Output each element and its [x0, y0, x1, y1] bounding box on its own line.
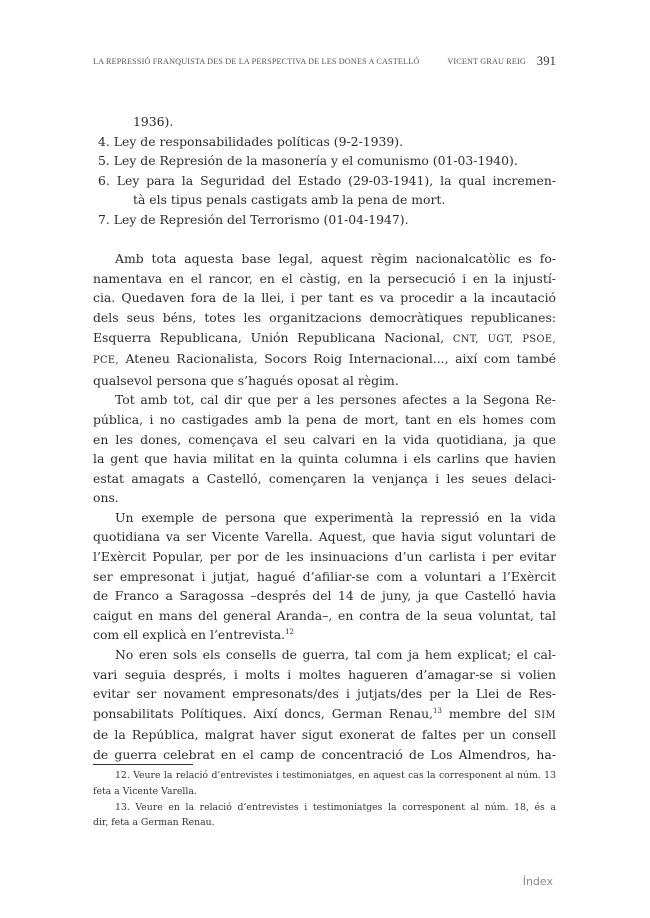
footnote-divider: [93, 764, 193, 765]
running-head-title: LA REPRESSIÓ FRANQUISTA DES DE LA PERSPECTIVA DE LES DONES A CASTELLÓ: [93, 57, 420, 66]
paragraph-legal-basis: [93, 249, 556, 390]
text-span: Ateneu Racionalista, Socors Roig Internacional..., així com també: [125, 351, 556, 367]
text-line: [93, 328, 556, 350]
paragraph-second-republic: [93, 390, 556, 508]
text-span: Esquerra Republicana, Unión Republicana Nacional,: [93, 329, 445, 345]
text-span: com ell explicà en l’entrevista.: [93, 627, 286, 643]
list-item-continuation: 1936).: [133, 114, 174, 129]
footnote-ref-13[interactable]: 13: [433, 706, 442, 715]
text-line: de guerra celebrat en el camp de concentració de Los Almendros, ha-: [93, 747, 556, 762]
text-line: pública, i no castigades amb la pena de mort, tant en els homes com: [93, 411, 556, 427]
body-text: [93, 112, 556, 765]
running-head: [93, 54, 556, 70]
text-line: [93, 349, 556, 371]
running-head-author: VICENT GRAU REIG: [447, 57, 526, 66]
page-number: 391: [536, 54, 556, 68]
text-line: estat amagats a Castelló, començaren la venjança i les seues delaci-: [93, 470, 556, 486]
text-line: Tot amb tot, cal dir que per a les persones afectes a la Segona Re-: [115, 392, 556, 408]
text-span: ponsabilitats Polítiques. Així doncs, German Renau,: [93, 705, 434, 721]
text-line: No eren sols els consells de guerra, tal com ja hem explicat; el cal-: [115, 647, 556, 663]
text-line: Un exemple de persona que experimentà la repressió en la vida: [115, 509, 556, 525]
paragraph-german-renau: [93, 645, 556, 765]
text-line: caigut en mans del general Aranda–, en contra de la seua voluntat, tal: [93, 607, 556, 623]
list-item: 4. Ley de responsabilidades políticas (9-2-1939).: [98, 133, 404, 149]
footnote-12-continuation: feta a Vicente Varella.: [93, 785, 197, 797]
acronym: PCE,: [93, 355, 119, 367]
footnote-13: 13. Veure en la relació d’entrevistes i testimoniatges la corresponent al núm. 18, és a: [115, 801, 556, 813]
list-item: 6. Ley para la Seguridad del Estado (29-03-1941), la qual incremen-: [98, 172, 556, 188]
text-line: vari seguia després, i molts i moltes hagueren d’amagar-se si volien: [93, 666, 556, 682]
text-span: membre del: [441, 705, 528, 721]
list-item: 5. Ley de Represión de la masonería y el comunismo (01-03-1940).: [98, 153, 518, 169]
footnote-ref-12[interactable]: 12: [285, 628, 294, 637]
text-line: ser empresonat i jutjat, hagué d’afiliar-se com a voluntari a l’Exèrcit: [93, 568, 556, 584]
text-line: en les dones, començava el seu calvari en la vida quotidiana, ja que: [93, 431, 556, 447]
text-line: l’Exèrcit Popular, per por de les insinuacions d’un carlista i per evitar: [93, 549, 556, 565]
text-line: quotidiana va ser Vicente Varella. Aquest, que havia sigut voluntari de: [93, 529, 556, 545]
index-link[interactable]: Índex: [522, 875, 553, 888]
text-line: [93, 704, 556, 726]
text-line: de la República, malgrat haver sigut exonerat de faltes per un consell: [93, 727, 556, 743]
footnotes: [93, 768, 556, 831]
text-line: [93, 625, 556, 645]
acronym: UGT,: [487, 333, 514, 345]
acronym: PSOE,: [522, 333, 556, 345]
list-item: 7. Ley de Represión del Terrorismo (01-04-1947).: [98, 211, 409, 227]
acronym: SIM: [534, 709, 556, 721]
text-line: Amb tota aquesta base legal, aquest règim nacionalcatòlic es fo-: [115, 251, 556, 267]
text-line: la gent que havia militat en la quinta columna i els carlins que havien: [93, 451, 556, 467]
paragraph-vicente-varella: [93, 508, 556, 645]
law-list: [93, 112, 556, 230]
text-line: de Franco a Saragossa –després del 14 de juny, ja que Castelló havia: [93, 588, 556, 604]
text-line: ons.: [93, 490, 119, 506]
text-line: evitar ser novament empresonats/des i jutjats/des per la Llei de Res-: [93, 686, 556, 702]
text-line: namentava en el rancor, en el càstig, en la persecució i en la injustí-: [93, 270, 556, 286]
text-line: dels seus béns, totes les organitzacions democràtiques republicanes:: [93, 309, 556, 325]
list-item-continuation: tà els tipus penals castigats amb la pena de mort.: [133, 192, 446, 208]
text-line: cia. Quedaven fora de la llei, i per tant es va procedir a la incautació: [93, 290, 556, 306]
footnote-13-continuation: dir, feta a German Renau.: [93, 817, 215, 829]
text-line: qualsevol persona que s’hagués oposat al règim.: [93, 372, 399, 388]
acronym: CNT,: [452, 333, 479, 345]
footnote-12: 12. Veure la relació d’entrevistes i testimoniatges, en aquest cas la corresponent al núm. 13: [115, 770, 556, 781]
